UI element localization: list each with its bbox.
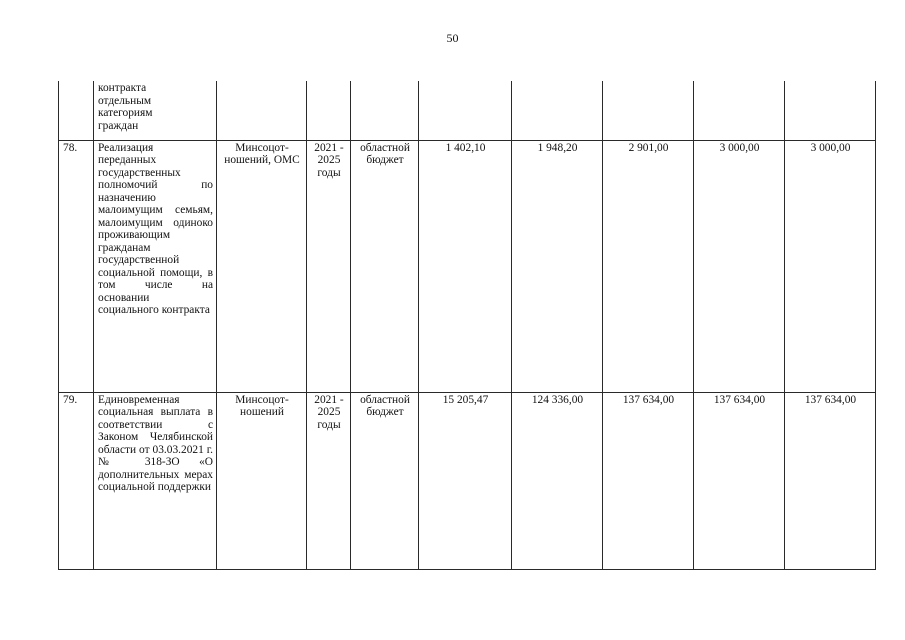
value-cell: 1 948,20 [512, 140, 603, 392]
row-number: 78. [59, 140, 94, 392]
value-cell: 124 336,00 [512, 392, 603, 569]
table-row [59, 81, 876, 140]
period-cell: 2021 - 2025 годы [307, 392, 351, 569]
activity-name-text: Реализация переданных государственных полномочий по назначению малоимущим семьям, малоимущим одиноко проживающим гражданам государственной социальной помощи, в том числе на основании социального контракта [98, 141, 213, 316]
activity-name [94, 140, 217, 392]
period-cell [307, 81, 351, 140]
value-cell: 3 000,00 [694, 140, 785, 392]
activity-name [94, 392, 217, 569]
table-row [59, 392, 876, 569]
value-cell: 137 634,00 [694, 392, 785, 569]
source-cell: областной бюджет [351, 140, 419, 392]
executor-cell: Минсоцот-ношений [217, 392, 307, 569]
value-cell [603, 81, 694, 140]
value-cell: 137 634,00 [785, 392, 876, 569]
value-cell [512, 81, 603, 140]
executor-cell: Минсоцот-ношений, ОМС [217, 140, 307, 392]
program-table [58, 81, 876, 570]
page-number: 50 [446, 31, 459, 45]
value-cell: 3 000,00 [785, 140, 876, 392]
activity-name [94, 81, 217, 140]
source-cell: областной бюджет [351, 392, 419, 569]
activity-name-text: Единовременная социальная выплата в соответствии с Законом Челябинской области от 03.03.2021 г. № 318-ЗО «О дополнительных мерах социальной поддержки [98, 393, 213, 493]
table-row [59, 140, 876, 392]
value-cell: 2 901,00 [603, 140, 694, 392]
value-cell [785, 81, 876, 140]
value-cell [694, 81, 785, 140]
row-number [59, 81, 94, 140]
value-cell: 137 634,00 [603, 392, 694, 569]
source-cell [351, 81, 419, 140]
row-number: 79. [59, 392, 94, 569]
executor-cell [217, 81, 307, 140]
value-cell: 1 402,10 [419, 140, 512, 392]
period-cell: 2021 - 2025 годы [307, 140, 351, 392]
value-cell [419, 81, 512, 140]
value-cell: 15 205,47 [419, 392, 512, 569]
activity-name-text: контракта отдельным категориям граждан [98, 82, 153, 132]
